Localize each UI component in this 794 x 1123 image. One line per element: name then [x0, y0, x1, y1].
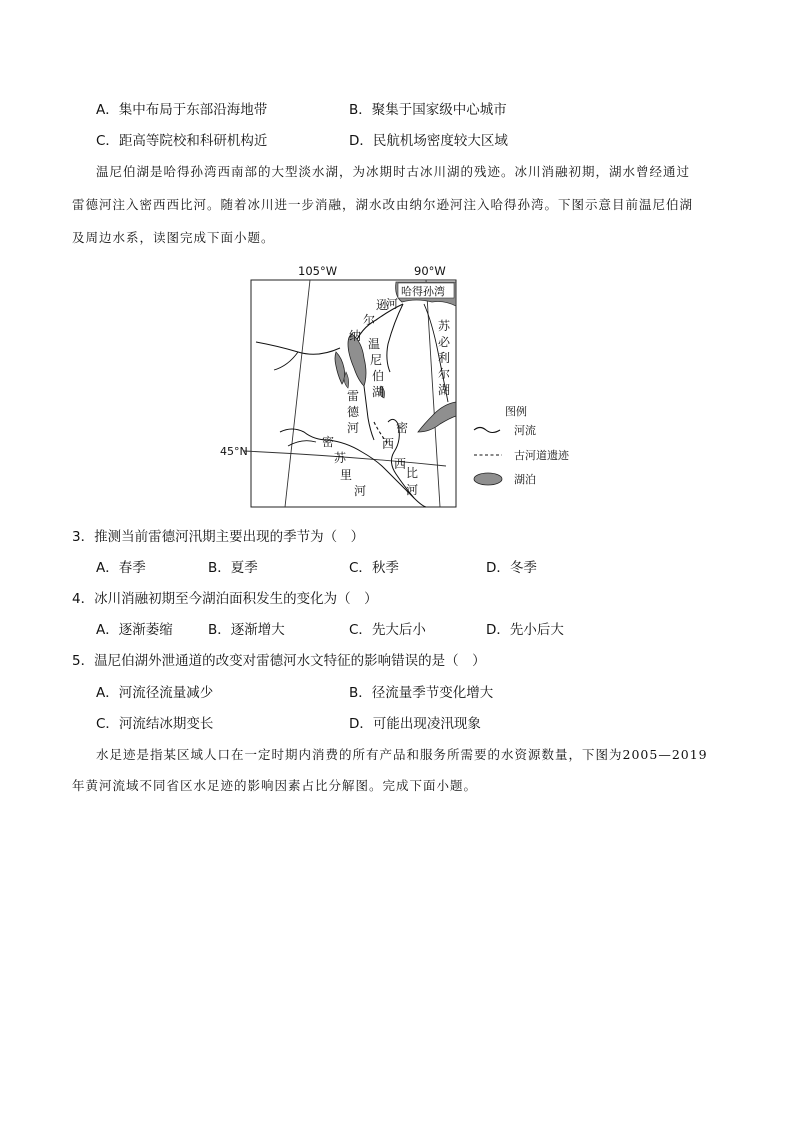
option-letter: B． [208, 560, 231, 576]
option-text: 聚集于国家级中心城市 [371, 102, 507, 118]
mississippi-label-1: 密 [396, 421, 409, 435]
nelson-label-3: 尔 [363, 313, 376, 327]
q3-option-c[interactable] [349, 559, 399, 577]
prev-option-b[interactable] [349, 101, 507, 119]
lake-winnipeg-map [218, 262, 590, 512]
red-river-label-1: 雷 [347, 389, 360, 403]
option-letter: C． [96, 133, 119, 149]
option-letter: D． [486, 622, 510, 638]
option-text: 逐渐增大 [230, 622, 285, 638]
lake-manitoba [335, 352, 345, 384]
mississippi-label-2: 西 [382, 437, 395, 451]
question-number: 3． [72, 529, 95, 545]
mississippi-label-4: 比 [406, 466, 419, 480]
option-letter: C． [349, 622, 372, 638]
longitude-105w: 105°W [298, 264, 338, 278]
option-letter: A． [96, 622, 119, 638]
option-text: 逐渐萎缩 [118, 622, 173, 638]
passage2-line-2: 年黄河流域不同省区水足迹的影响因素占比分解图。完成下面小题。 [72, 778, 478, 793]
longitude-90w: 90°W [414, 264, 446, 278]
option-letter: B． [349, 685, 372, 701]
lake-superior [418, 402, 456, 432]
missouri-label-1: 密 [322, 435, 335, 449]
q4-option-b[interactable] [208, 621, 285, 639]
option-letter: B． [208, 622, 231, 638]
nelson-label-1: 逊 [376, 298, 389, 312]
option-text: 径流量季节变化增大 [371, 685, 494, 701]
option-text: 先大后小 [371, 622, 426, 638]
q5-option-c[interactable] [96, 715, 213, 733]
question-stem: 温尼伯湖外泄通道的改变对雷德河水文特征的影响错误的是（ ） [94, 653, 486, 669]
missouri-label-2: 苏 [334, 451, 347, 465]
nelson-label-4: 纳 [349, 329, 362, 343]
passage1-line-3: 及周边水系，读图完成下面小题。 [72, 230, 275, 245]
passage1-line-1: 温尼伯湖是哈得孙湾西南部的大型淡水湖，为冰期时古冰川湖的残迹。冰川消融初期，湖水曾经通过 [96, 164, 691, 179]
superior-label-4: 尔 [438, 367, 451, 381]
option-letter: C． [349, 560, 372, 576]
prev-option-c[interactable] [96, 132, 267, 150]
passage2-line-1: 水足迹是指某区域人口在一定时期内消费的所有产品和服务所需要的水资源数量，下图为2005—2019 [96, 747, 708, 762]
nelson-label-2: 河 [386, 297, 399, 311]
legend-title: 图例 [505, 405, 527, 418]
hudson-bay-label: 哈得孙湾 [401, 285, 445, 298]
winnipeg-label-4: 湖 [372, 385, 385, 399]
question-5-stem [72, 652, 486, 670]
missouri-label-3: 里 [340, 468, 353, 482]
legend-lake-label: 湖泊 [514, 473, 536, 486]
legend-lake-symbol [474, 473, 502, 485]
superior-label-1: 苏 [438, 319, 451, 333]
option-text: 冬季 [509, 560, 537, 576]
option-text: 河流结冰期变长 [118, 716, 214, 732]
prev-option-a[interactable] [96, 101, 267, 119]
latitude-45n: 45°N [220, 445, 248, 458]
superior-label-3: 利 [438, 351, 451, 365]
q3-option-b[interactable] [208, 559, 258, 577]
option-text: 春季 [118, 560, 146, 576]
meridian-105w [285, 280, 310, 507]
missouri-label-4: 河 [354, 484, 367, 498]
legend-river-symbol [474, 428, 500, 433]
option-letter: A． [96, 102, 119, 118]
q3-option-d[interactable] [486, 559, 537, 577]
mississippi-label-3: 西 [394, 457, 407, 471]
mississippi-label-5: 河 [406, 483, 419, 497]
option-text: 可能出现凌汛现象 [372, 716, 481, 732]
option-text: 距高等院校和科研机构近 [118, 133, 268, 149]
question-stem: 推测当前雷德河汛期主要出现的季节为（ ） [94, 529, 365, 545]
option-text: 夏季 [230, 560, 258, 576]
winnipeg-label-2: 尼 [370, 353, 383, 367]
winnipeg-label-1: 温 [368, 337, 381, 351]
option-letter: B． [349, 102, 372, 118]
option-text: 秋季 [371, 560, 399, 576]
q5-option-d[interactable] [349, 715, 481, 733]
q4-option-c[interactable] [349, 621, 426, 639]
question-number: 5． [72, 653, 95, 669]
superior-label-5: 湖 [438, 383, 451, 397]
prev-option-d[interactable] [349, 132, 508, 150]
question-number: 4． [72, 591, 95, 607]
option-letter: D． [349, 133, 373, 149]
q4-option-d[interactable] [486, 621, 564, 639]
option-text: 集中布局于东部沿海地带 [118, 102, 268, 118]
option-letter: A． [96, 685, 119, 701]
option-letter: C． [96, 716, 119, 732]
option-text: 民航机场密度较大区域 [372, 133, 508, 149]
passage1-line-2: 雷德河注入密西西比河。随着冰川进一步消融，湖水改由纳尔逊河注入哈得孙湾。下图示意目前温尼伯湖 [72, 197, 694, 212]
superior-label-2: 必 [438, 335, 451, 349]
question-4-stem [72, 590, 378, 608]
option-text: 先小后大 [509, 622, 564, 638]
western-river-branch [274, 352, 298, 370]
q5-option-a[interactable] [96, 684, 213, 702]
question-stem: 冰川消融初期至今湖泊面积发生的变化为（ ） [94, 591, 378, 607]
option-letter: D． [486, 560, 510, 576]
option-letter: A． [96, 560, 119, 576]
legend-ancient-label: 古河道遗迹 [514, 449, 569, 462]
winnipeg-label-3: 伯 [372, 369, 385, 383]
q3-option-a[interactable] [96, 559, 146, 577]
red-river-label-2: 德 [347, 405, 360, 419]
question-3-stem [72, 528, 364, 546]
legend-river-label: 河流 [514, 424, 536, 437]
q5-option-b[interactable] [349, 684, 493, 702]
option-text: 河流径流量减少 [118, 685, 214, 701]
q4-option-a[interactable] [96, 621, 173, 639]
river-branch-north [387, 304, 403, 372]
red-river-label-3: 河 [347, 421, 360, 435]
option-letter: D． [349, 716, 373, 732]
